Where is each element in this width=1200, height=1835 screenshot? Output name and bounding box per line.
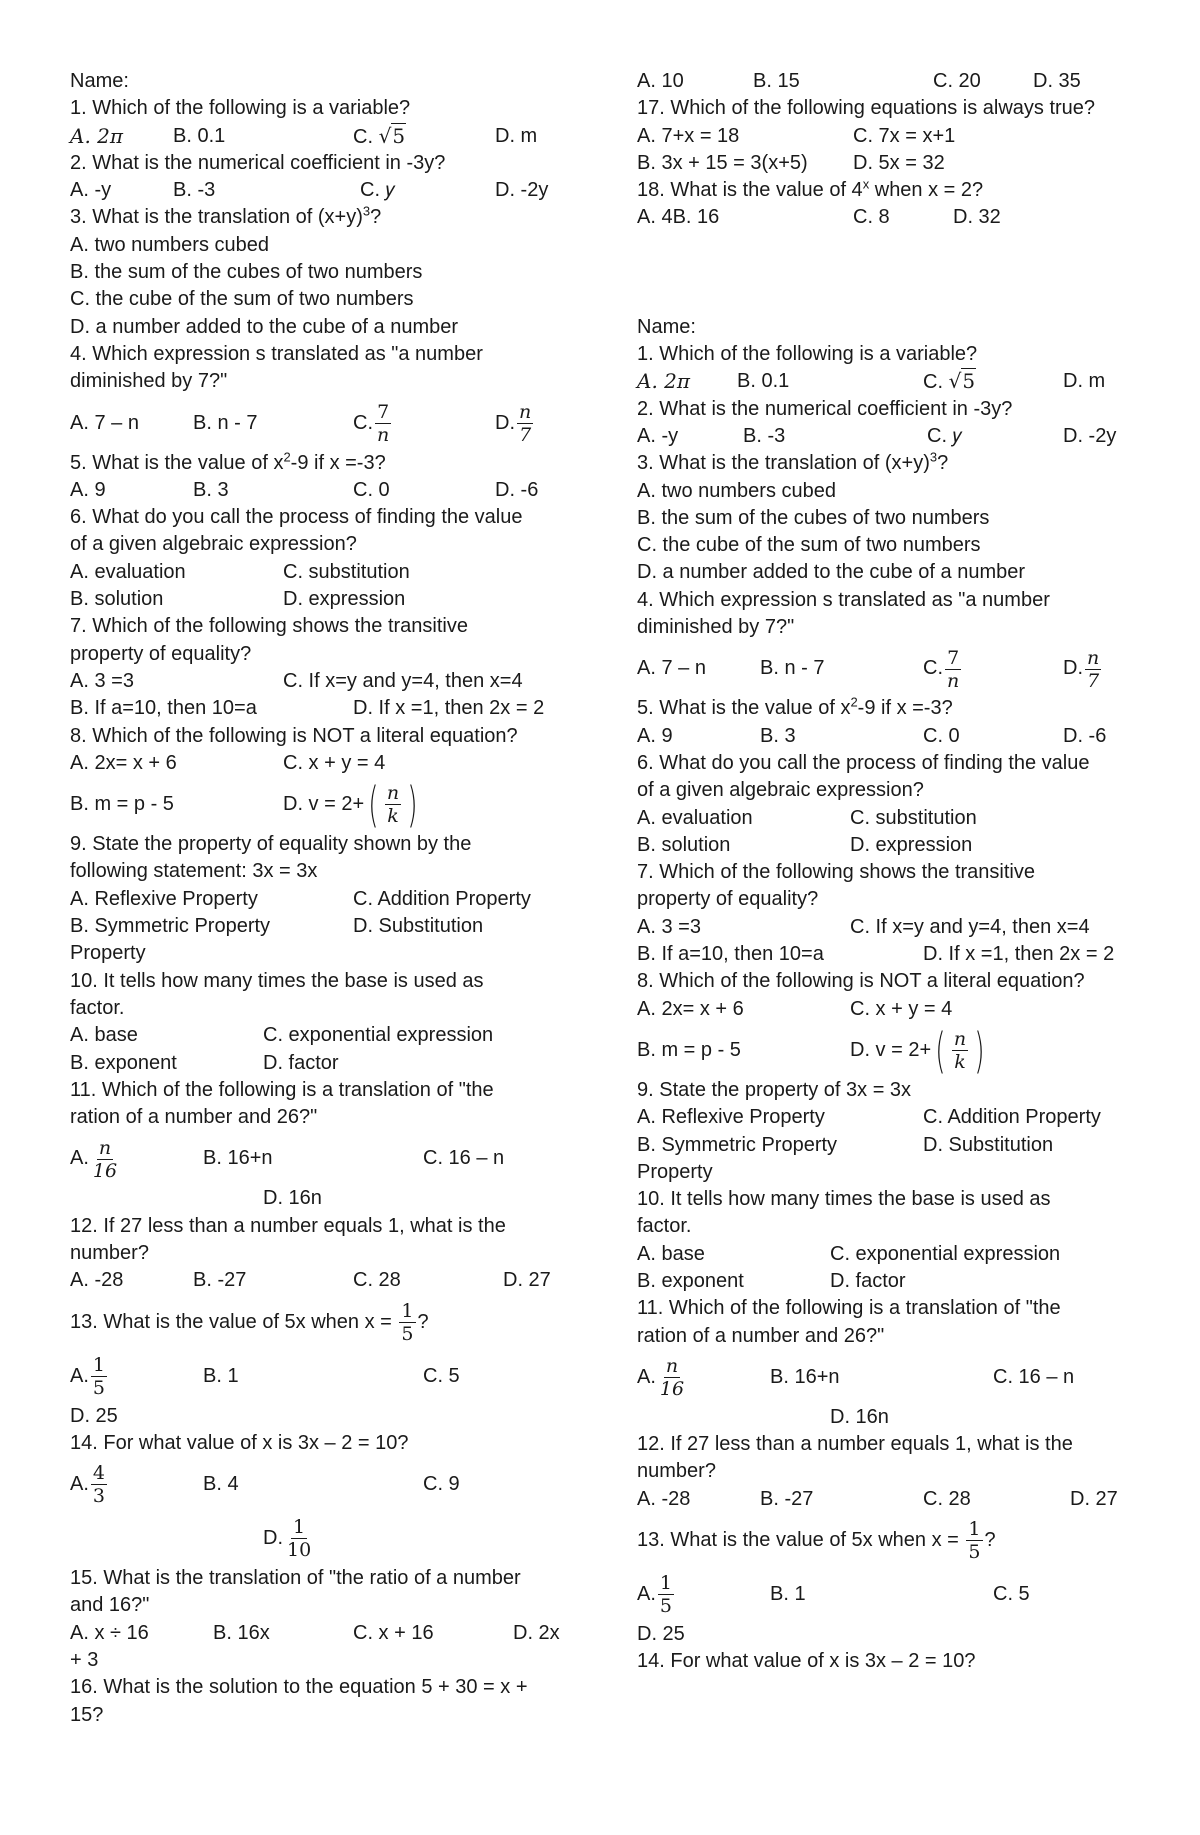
q18-option-d: D. 32 xyxy=(953,206,1001,229)
q10-option-a: A. base xyxy=(70,1024,138,1047)
q1-option-c: C. √5 xyxy=(923,369,976,394)
q2-option-d: D. -2y xyxy=(1063,424,1117,447)
q9-option-a: A. Reflexive Property xyxy=(70,887,258,910)
q14-option-d: D. $\frac{1}{10}$ xyxy=(263,1516,312,1562)
q12-option-a: A. -28 xyxy=(70,1269,124,1292)
q11-options-row-2-copy xyxy=(637,1404,1147,1431)
name-label-2: Name: xyxy=(637,315,696,338)
q6-option-a: A. evaluation xyxy=(637,806,753,829)
q15-option-d: D. 2x xyxy=(513,1621,560,1644)
q1-option-a: A. 2𝜋 xyxy=(637,369,691,394)
right-column xyxy=(637,68,1147,1676)
q3-option-d: D. a number added to the cube of a number xyxy=(637,561,1026,584)
q6-option-c: C. substitution xyxy=(283,560,410,583)
q5-option-a: A. 9 xyxy=(70,478,106,501)
q14-option-c: C. 9 xyxy=(423,1473,460,1496)
q11-option-a: A. $\frac{\text{𝑛}}{16}$ xyxy=(637,1355,685,1401)
question-10-line-2-copy: factor. xyxy=(637,1215,692,1238)
fraction: $\frac{7}{\text{𝑛}}$ xyxy=(377,400,390,446)
fraction: $\frac{1}{10}$ xyxy=(287,1516,312,1562)
question-9-line-1: 9. State the property of equality shown by the xyxy=(70,833,472,856)
q16-options xyxy=(637,68,1147,95)
question-12-line-1-copy: 12. If 27 less than a number equals 1, what is the xyxy=(637,1433,1073,1456)
question-4-line-1-copy: 4. Which expression s translated as "a number xyxy=(637,588,1050,611)
question-3-copy: 3. What is the translation of $(x+y)^3$? xyxy=(637,449,949,475)
q2-option-d: D. -2y xyxy=(495,179,549,202)
q9-option-b: B. Symmetric Property xyxy=(637,1133,838,1156)
q4-options-copy xyxy=(637,641,1147,695)
q18-options xyxy=(637,204,1147,231)
fraction: $\frac{1}{5}$ xyxy=(92,1353,105,1399)
fraction: $\frac{\text{𝑛}}{7}$ xyxy=(519,400,532,446)
question-14-copy: 14. For what value of x is 3x – 2 = 10? xyxy=(637,1650,976,1673)
q10-options-row-2 xyxy=(70,1050,580,1077)
q5-option-c: C. 0 xyxy=(923,724,960,747)
question-7-line-2-copy: property of equality? xyxy=(637,888,819,911)
question-8: 8. Which of the following is NOT a literal equation? xyxy=(70,724,518,747)
question-13: 13. What is the value of 5x when x = $\frac{1}{5}$ ? xyxy=(70,1299,429,1345)
q6-option-a: A. evaluation xyxy=(70,560,186,583)
q2-option-c: C. 𝑦 xyxy=(927,424,962,447)
question-4-line-2-copy: diminished by 7?" xyxy=(637,616,795,639)
q6-options-row-2 xyxy=(70,586,580,613)
question-7-line-1: 7. Which of the following shows the transitive xyxy=(70,615,468,638)
question-11-line-2-copy: ration of a number and 26?" xyxy=(637,1324,885,1347)
q7-option-a: A. 3 =3 xyxy=(70,669,134,692)
question-12-line-2-copy: number? xyxy=(637,1460,716,1483)
q11-option-c: C. 16 – n xyxy=(993,1365,1075,1388)
q8-options-row-2-copy xyxy=(637,1023,1147,1077)
fraction: $\frac{7}{\text{𝑛}}$ xyxy=(947,646,960,692)
q5-options xyxy=(70,477,580,504)
q5-option-d: D. -6 xyxy=(495,478,539,501)
q15-options xyxy=(70,1620,580,1647)
q8-option-c: C. x + y = 4 xyxy=(283,751,386,774)
question-1-copy: 1. Which of the following is a variable? xyxy=(637,343,978,366)
q13-option-c: C. 5 xyxy=(423,1364,460,1387)
q7-option-d: D. If x =1, then 2x = 2 xyxy=(923,943,1115,966)
question-2: 2. What is the numerical coefficient in -3y? xyxy=(70,151,446,174)
q9-option-a: A. Reflexive Property xyxy=(637,1106,825,1129)
q10-option-b: B. exponent xyxy=(70,1051,177,1074)
q2-options-copy xyxy=(637,423,1147,450)
q13-option-a: A. $\frac{1}{5}$ xyxy=(70,1353,105,1399)
question-16-line-2: 15? xyxy=(70,1703,104,1726)
q7-options-row-1 xyxy=(70,668,580,695)
q6-options-row-1 xyxy=(70,559,580,586)
q9-option-d-continued: Property xyxy=(637,1160,713,1183)
question-15-line-1: 15. What is the translation of "the ratio of a number xyxy=(70,1567,521,1590)
q12-option-d: D. 27 xyxy=(503,1269,551,1292)
q4-options xyxy=(70,396,580,450)
q4-option-b: B. n - 7 xyxy=(193,411,258,434)
q5-option-d: D. -6 xyxy=(1063,724,1107,747)
q9-option-b: B. Symmetric Property xyxy=(70,915,271,938)
question-4-line-2: diminished by 7?" xyxy=(70,370,228,393)
q11-options-copy xyxy=(637,1350,1147,1404)
q1-option-d: D. m xyxy=(495,124,538,147)
q12-option-a: A. -28 xyxy=(637,1487,691,1510)
q4-option-d: D. $\frac{\text{𝑛}}{7}$ xyxy=(1063,646,1100,692)
q15-option-d-continued: + 3 xyxy=(70,1649,99,1672)
q17-option-b: B. 3x + 15 = 3(x+5) xyxy=(637,151,808,174)
q10-option-a: A. base xyxy=(637,1242,705,1265)
q1-option-c: C. √5 xyxy=(353,123,406,148)
q14-options xyxy=(70,1457,580,1511)
q4-option-b: B. n - 7 xyxy=(760,657,825,680)
q8-option-a: A. 2x= x + 6 xyxy=(637,997,744,1020)
question-8-copy: 8. Which of the following is NOT a literal equation? xyxy=(637,970,1085,993)
sqrt-icon: √5 xyxy=(948,369,976,394)
q17-option-a: A. 7+x = 18 xyxy=(637,124,740,147)
q3-option-a: A. two numbers cubed xyxy=(637,479,836,502)
q7-option-b: B. If a=10, then 10=a xyxy=(70,697,257,720)
q1-option-b: B. 0.1 xyxy=(737,370,790,393)
q10-options-row-1 xyxy=(70,1022,580,1049)
q1-option-b: B. 0.1 xyxy=(173,124,226,147)
question-7-line-1-copy: 7. Which of the following shows the transitive xyxy=(637,861,1035,884)
q7-option-b: B. If a=10, then 10=a xyxy=(637,943,824,966)
q9-options-row-1-copy xyxy=(637,1104,1147,1131)
q17-options-row-1 xyxy=(637,123,1147,150)
q1-option-d: D. m xyxy=(1063,370,1106,393)
q10-option-d: D. factor xyxy=(263,1051,339,1074)
q11-option-c: C. 16 – n xyxy=(423,1147,505,1170)
q11-options xyxy=(70,1131,580,1185)
q6-options-row-2-copy xyxy=(637,832,1147,859)
q5-options-copy xyxy=(637,723,1147,750)
q1-options-copy xyxy=(637,368,1147,395)
q12-options-copy xyxy=(637,1486,1147,1513)
q11-option-d: D. 16n xyxy=(263,1187,322,1210)
q4-option-a: A. 7 – n xyxy=(70,411,139,434)
q11-options-row-2 xyxy=(70,1185,580,1212)
q5-option-b: B. 3 xyxy=(193,478,229,501)
q13-option-d: D. 25 xyxy=(70,1404,118,1427)
q8-option-d: D. v = 2+ ( $\frac{\text{𝑛}}{\text{𝑘}}$ ) xyxy=(283,777,422,831)
q7-option-c: C. If x=y and y=4, then x=4 xyxy=(283,669,523,692)
q4-option-c: C. $\frac{7}{\text{𝑛}}$ xyxy=(923,646,960,692)
q2-option-b: B. -3 xyxy=(743,424,786,447)
question-6-line-1-copy: 6. What do you call the process of finding the value xyxy=(637,751,1090,774)
q8-option-c: C. x + y = 4 xyxy=(850,997,953,1020)
q7-option-c: C. If x=y and y=4, then x=4 xyxy=(850,915,1090,938)
q4-option-d: D. $\frac{\text{𝑛}}{7}$ xyxy=(495,400,532,446)
q13-option-d: D. 25 xyxy=(637,1623,685,1646)
q13-options-copy xyxy=(637,1567,1147,1621)
parenthesis-icon: ( $\frac{\text{𝑛}}{\text{𝑘}}$ ) xyxy=(368,776,418,833)
question-10-line-1: 10. It tells how many times the base is used as xyxy=(70,969,484,992)
q7-options-row-2 xyxy=(70,695,580,722)
name-label: Name: xyxy=(70,70,129,92)
q14-option-b: B. 4 xyxy=(203,1473,239,1496)
q5-option-b: B. 3 xyxy=(760,724,796,747)
q7-option-d: D. If x =1, then 2x = 2 xyxy=(353,697,545,720)
question-15-line-2: and 16?" xyxy=(70,1594,150,1617)
question-5-copy: 5. What is the value of $x^2-9$ if x =-3? xyxy=(637,694,953,720)
question-6-line-1: 6. What do you call the process of finding the value xyxy=(70,506,523,529)
fraction: $\frac{\text{𝑛}}{7}$ xyxy=(1087,646,1100,692)
q9-options-row-1 xyxy=(70,886,580,913)
q10-option-b: B. exponent xyxy=(637,1269,744,1292)
question-3: 3. What is the translation of $(x+y)^3$? xyxy=(70,203,382,229)
question-7-line-2: property of equality? xyxy=(70,642,252,665)
question-14: 14. For what value of x is 3x – 2 = 10? xyxy=(70,1431,409,1454)
q9-option-d-continued: Property xyxy=(70,942,146,965)
q12-option-b: B. -27 xyxy=(760,1487,814,1510)
q16-option-b: B. 15 xyxy=(753,70,800,92)
q5-option-c: C. 0 xyxy=(353,478,390,501)
left-column xyxy=(70,68,580,1729)
fraction: $\frac{\text{𝑛}}{16}$ xyxy=(659,1355,685,1401)
q11-option-d: D. 16n xyxy=(830,1405,889,1428)
q8-option-a: A. 2x= x + 6 xyxy=(70,751,177,774)
q13-option-b: B. 1 xyxy=(203,1364,239,1387)
q11-option-a: A. $\frac{\text{𝑛}}{16}$ xyxy=(70,1136,118,1182)
q14-options-row-2 xyxy=(70,1511,580,1565)
q4-option-c: C. $\frac{7}{\text{𝑛}}$ xyxy=(353,400,390,446)
fraction: $\frac{1}{5}$ xyxy=(659,1572,672,1618)
q8-option-b: B. m = p - 5 xyxy=(637,1038,741,1061)
question-10-line-2: factor. xyxy=(70,996,125,1019)
q2-options xyxy=(70,177,580,204)
q9-option-d: D. Substitution xyxy=(923,1133,1054,1156)
q2-option-b: B. -3 xyxy=(173,179,216,202)
q9-option-c: C. Addition Property xyxy=(353,887,531,910)
question-6-line-2: of a given algebraic expression? xyxy=(70,533,357,556)
question-2-copy: 2. What is the numerical coefficient in -3y? xyxy=(637,397,1013,420)
q12-options xyxy=(70,1267,580,1294)
q4-option-a: A. 7 – n xyxy=(637,657,706,680)
q17-option-d: D. 5x = 32 xyxy=(853,151,945,174)
q15-option-b: B. 16x xyxy=(213,1621,270,1644)
question-16-line-1: 16. What is the solution to the equation 5 + 30 = x + xyxy=(70,1676,528,1699)
question-4-line-1: 4. Which expression s translated as "a number xyxy=(70,342,483,365)
question-18: 18. What is the value of 4$^x$ when x = 2? xyxy=(637,176,984,202)
q15-option-c: C. x + 16 xyxy=(353,1621,434,1644)
q2-option-a: A. -y xyxy=(70,179,112,202)
q9-options-row-2-copy xyxy=(637,1132,1147,1159)
question-1: 1. Which of the following is a variable? xyxy=(70,97,411,120)
q7-options-row-1-copy xyxy=(637,914,1147,941)
fraction: $\frac{\text{𝑛}}{\text{𝑘}}$ xyxy=(386,782,400,828)
fraction: $\frac{\text{𝑛}}{16}$ xyxy=(92,1136,118,1182)
q13-options xyxy=(70,1349,580,1403)
fraction: $\frac{4}{3}$ xyxy=(92,1462,105,1508)
q11-option-b: B. 16+n xyxy=(203,1147,273,1170)
question-11-line-1-copy: 11. Which of the following is a translation of "the xyxy=(637,1297,1061,1320)
question-10-line-1-copy: 10. It tells how many times the base is used as xyxy=(637,1188,1051,1211)
q14-option-a: A. $\frac{4}{3}$ xyxy=(70,1462,105,1508)
q18-option-c: C. 8 xyxy=(853,206,890,229)
q8-option-d: D. v = 2+ ( $\frac{\text{𝑛}}{\text{𝑘}}$ ) xyxy=(850,1023,989,1077)
q2-option-c: C. 𝑦 xyxy=(360,179,395,202)
q8-options-row-2 xyxy=(70,777,580,831)
q3-option-c: C. the cube of the sum of two numbers xyxy=(637,534,981,557)
q12-option-d: D. 27 xyxy=(1070,1487,1118,1510)
question-12-line-1: 12. If 27 less than a number equals 1, what is the xyxy=(70,1214,506,1237)
q6-option-b: B. solution xyxy=(70,588,164,611)
q16-option-a: A. 10 xyxy=(637,70,684,92)
question-5: 5. What is the value of $x^2-9$ if x =-3? xyxy=(70,448,386,474)
q16-option-c: C. 20 xyxy=(933,70,981,92)
q7-options-row-2-copy xyxy=(637,941,1147,968)
q12-option-b: B. -27 xyxy=(193,1269,247,1292)
q3-option-b: B. the sum of the cubes of two numbers xyxy=(637,506,990,529)
q9-option-d: D. Substitution xyxy=(353,915,484,938)
q6-option-b: B. solution xyxy=(637,833,731,856)
q6-options-row-1-copy xyxy=(637,805,1147,832)
q7-option-a: A. 3 =3 xyxy=(637,915,701,938)
q18-option-ab: A. 4B. 16 xyxy=(637,206,720,229)
q10-option-c: C. exponential expression xyxy=(263,1024,494,1047)
q9-options-row-2 xyxy=(70,913,580,940)
q13-option-b: B. 1 xyxy=(770,1583,806,1606)
q6-option-c: C. substitution xyxy=(850,806,977,829)
parenthesis-icon: ( $\frac{\text{𝑛}}{\text{𝑘}}$ ) xyxy=(935,1022,985,1079)
q12-option-c: C. 28 xyxy=(923,1487,971,1510)
q3-option-a: A. two numbers cubed xyxy=(70,233,269,256)
question-11-line-2: ration of a number and 26?" xyxy=(70,1106,318,1129)
q5-option-a: A. 9 xyxy=(637,724,673,747)
fraction: $\frac{1}{5}$ xyxy=(401,1299,414,1345)
fraction: $\frac{\text{𝑛}}{\text{𝑘}}$ xyxy=(953,1028,967,1074)
fraction: $\frac{1}{5}$ xyxy=(968,1518,981,1564)
q3-option-b: B. the sum of the cubes of two numbers xyxy=(70,261,423,284)
q11-option-b: B. 16+n xyxy=(770,1365,840,1388)
q17-options-row-2 xyxy=(637,150,1147,177)
question-9-copy: 9. State the property of 3x = 3x xyxy=(637,1078,912,1101)
q10-option-d: D. factor xyxy=(830,1269,906,1292)
q3-option-d: D. a number added to the cube of a number xyxy=(70,315,459,338)
question-13-copy: 13. What is the value of 5x when x = $\frac{1}{5}$ ? xyxy=(637,1518,996,1564)
q13-option-a: A. $\frac{1}{5}$ xyxy=(637,1572,672,1618)
question-12-line-2: number? xyxy=(70,1241,149,1264)
question-9-line-2: following statement: 3x = 3x xyxy=(70,860,318,883)
q6-option-d: D. expression xyxy=(283,588,406,611)
q10-options-row-1-copy xyxy=(637,1241,1147,1268)
q10-option-c: C. exponential expression xyxy=(830,1242,1061,1265)
q3-option-c: C. the cube of the sum of two numbers xyxy=(70,288,414,311)
q17-option-c: C. 7x = x+1 xyxy=(853,124,956,147)
sqrt-icon: √5 xyxy=(378,123,406,148)
question-11-line-1: 11. Which of the following is a translation of "the xyxy=(70,1078,494,1101)
second-copy xyxy=(637,314,1147,1676)
q13-option-c: C. 5 xyxy=(993,1583,1030,1606)
q8-option-b: B. m = p - 5 xyxy=(70,793,174,816)
q1-option-a: A. 2𝜋 xyxy=(70,123,124,148)
q10-options-row-2-copy xyxy=(637,1268,1147,1295)
q8-options-row-1-copy xyxy=(637,996,1147,1023)
q15-option-a: A. x ÷ 16 xyxy=(70,1621,149,1644)
q1-options xyxy=(70,123,580,150)
question-6-line-2-copy: of a given algebraic expression? xyxy=(637,779,924,802)
q16-option-d: D. 35 xyxy=(1033,70,1081,92)
question-17: 17. Which of the following equations is always true? xyxy=(637,97,1096,120)
q12-option-c: C. 28 xyxy=(353,1269,401,1292)
q2-option-a: A. -y xyxy=(637,424,679,447)
q9-option-c: C. Addition Property xyxy=(923,1106,1101,1129)
q6-option-d: D. expression xyxy=(850,833,973,856)
q8-options-row-1 xyxy=(70,750,580,777)
